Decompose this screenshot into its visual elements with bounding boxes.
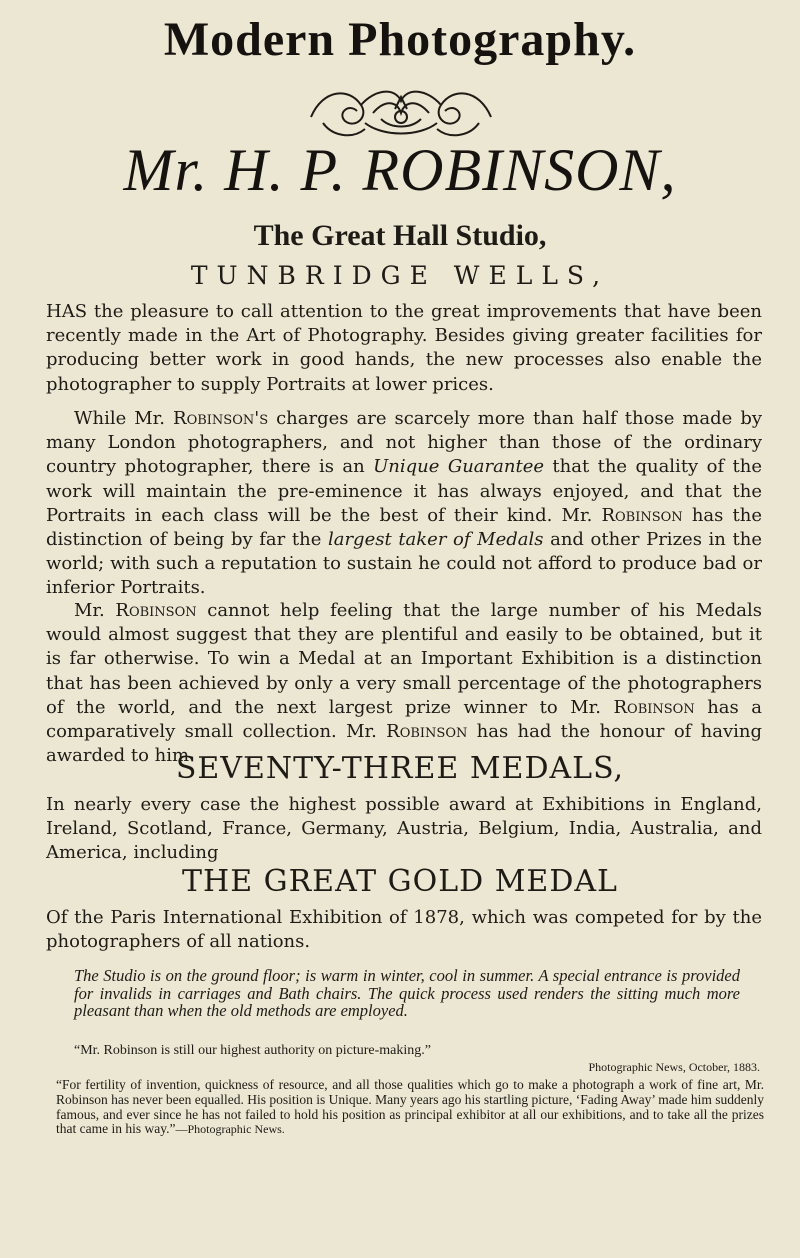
scroll-flourish-ornament-icon: [303, 79, 499, 143]
paragraph-exhibitions: In nearly every case the highest possible award at Exhibitions in England, Ireland, Scotland, France, Germany, Austria, Belgium, India, Australia, and America, including: [46, 794, 762, 864]
heading-modern-photography: Modern Photography.: [163, 13, 637, 66]
paragraph-charges: While Mr. Robinson's charges are scarcely more than half those made by many London photographers, and not higher than those of the ordinary country photographer, there is an Unique Guarantee that the quality of the work will maintain the pre-eminence it has always enjoyed, and that the Portraits in each class will be the best of their kind. Mr. Robinson has the distinction of being by far the largest taker of Medals and other Prizes in the world; with such a reputation to sustain he could not afford to produce bad or inferior Portraits.: [46, 408, 763, 599]
press-quote-fertility: “For fertility of invention, quickness of resource, and all those qualities which go to make a photograph a work of fine art, Mr. Robinson has never been equalled. His position is Unique. Many years ago his startling picture, ‘Fading Away’ made him suddenly famous, and ever since he has not failed to hold his position as principal exhibitor at all our exhibitions, and to take all the prizes that came in his way.”—Photographic News.: [56, 1077, 764, 1137]
paragraph-medals: Mr. Robinson cannot help feeling that the large number of his Medals would almost suggest that they are plentiful and easily to be obtained, but it is far otherwise. To win a Medal at an Important Exhibition is a distinction that has been achieved by only a very small percentage of the photographers of the world, and the next largest prize winner to Mr. Robinson has a comparatively small collection. Mr. Robinson has had the honour of having awarded to him: [46, 600, 762, 767]
great-gold-medal-heading: THE GREAT GOLD MEDAL: [182, 864, 618, 899]
press-quote-authority-source: Photographic News, October, 1883.: [588, 1060, 760, 1074]
studio-name: The Great Hall Studio,: [253, 219, 547, 252]
press-quote-authority: “Mr. Robinson is still our highest authority on picture-making.”: [74, 1043, 431, 1058]
paragraph-paris-exhibition: Of the Paris International Exhibition of 1878, which was competed for by the photographers of all nations.: [46, 907, 762, 953]
press-quote-fertility-source: —Photographic News.: [175, 1122, 285, 1137]
photographer-name: Mr. H. P. ROBINSON,: [123, 137, 677, 203]
seventy-three-medals-heading: SEVENTY-THREE MEDALS,: [175, 751, 625, 786]
paragraph-improvements: HAS the pleasure to call attention to the great improvements that have been recently made in the Art of Photography. Besides giving greater facilities for producing better work in good hands, the new processes also enable the photographer to supply Portraits at lower prices.: [46, 301, 762, 395]
town-name: TUNBRIDGE WELLS,: [190, 261, 610, 290]
studio-note: The Studio is on the ground floor; is warm in winter, cool in summer. A special entrance is provided for invalids in carriages and Bath chairs. The quick process used renders the sitting much more pleasant than when the old methods are employed.: [74, 966, 740, 1020]
